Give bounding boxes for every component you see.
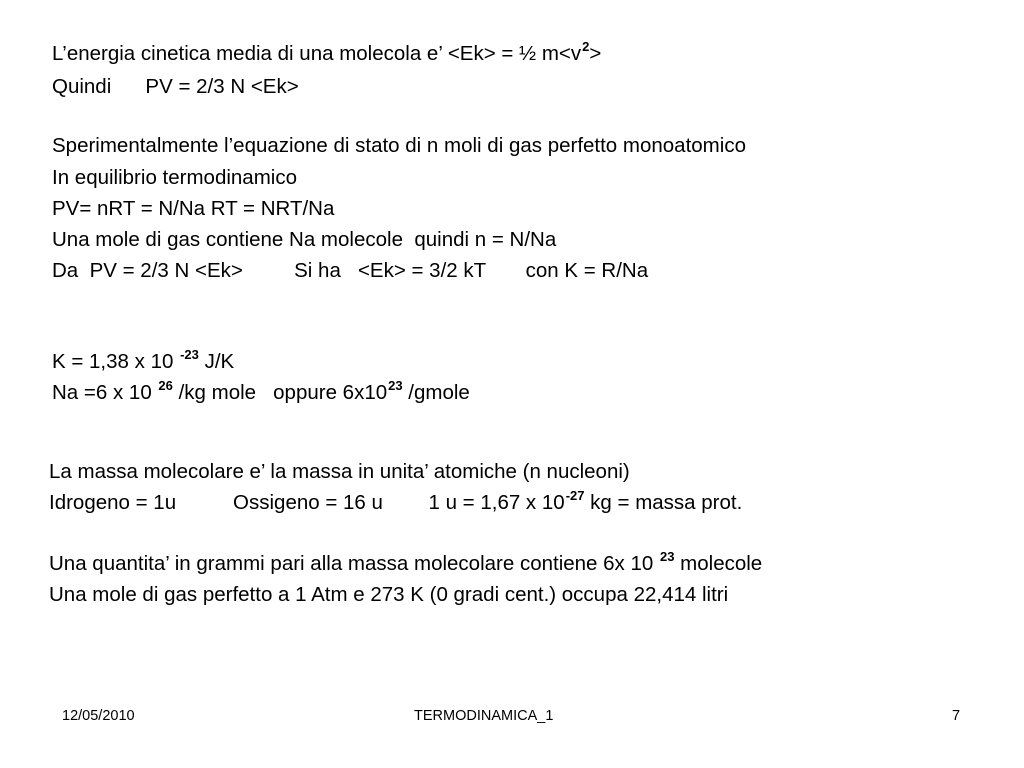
mole-molecules-line: Una mole di gas contiene Na molecole quindi n = N/Na bbox=[52, 228, 557, 251]
molar-volume-line: Una mole di gas perfetto a 1 Atm e 273 K (0 gradi cent.) occupa 22,414 litri bbox=[49, 583, 729, 606]
superscript: 26 bbox=[158, 378, 173, 393]
ek-kt-line: Da PV = 2/3 N <Ek> Si ha <Ek> = 3/2 kT con K = R/Na bbox=[52, 259, 649, 282]
avogadro-line: Na =6 x 10 $^{26}$ /kg mole oppure $6x10^{23}$ /gmole bbox=[52, 378, 470, 404]
footer-page-number: 7 bbox=[952, 708, 961, 724]
boltzmann-constant-line: K = 1,38 x 10 $^{-23}$ J/K bbox=[52, 347, 235, 373]
state-equation-intro: Sperimentalmente l’equazione di stato di n moli di gas perfetto monoatomico bbox=[52, 134, 746, 157]
pv-ek-line: Quindi PV = 2/3 N <Ek> bbox=[52, 75, 299, 98]
kinetic-energy-line: L’energia cinetica media di una molecola e’ <Ek> = ½ $m<v^2>$ bbox=[52, 39, 602, 65]
footer-title: TERMODINAMICA_1 bbox=[414, 708, 554, 724]
superscript: 2 bbox=[582, 39, 590, 54]
atomic-units-line: Idrogeno = 1u Ossigeno = 16 u 1 u = 1,67 x $10^{-27}$ kg = massa prot. bbox=[49, 488, 743, 514]
superscript: 23 bbox=[660, 549, 675, 564]
footer-date: 12/05/2010 bbox=[62, 708, 135, 724]
grams-quantity-line: Una quantita’ in grammi pari alla massa molecolare contiene 6x 10 $^{23}$ molecole bbox=[49, 549, 763, 575]
superscript: 23 bbox=[388, 378, 403, 393]
molecular-mass-line: La massa molecolare e’ la massa in unita’ atomiche (n nucleoni) bbox=[49, 460, 630, 483]
superscript: -23 bbox=[180, 347, 199, 362]
equilibrium-line: In equilibrio termodinamico bbox=[52, 166, 297, 189]
pv-nrt-line: PV= nRT = N/Na RT = NRT/Na bbox=[52, 197, 335, 220]
superscript: -27 bbox=[565, 488, 585, 503]
